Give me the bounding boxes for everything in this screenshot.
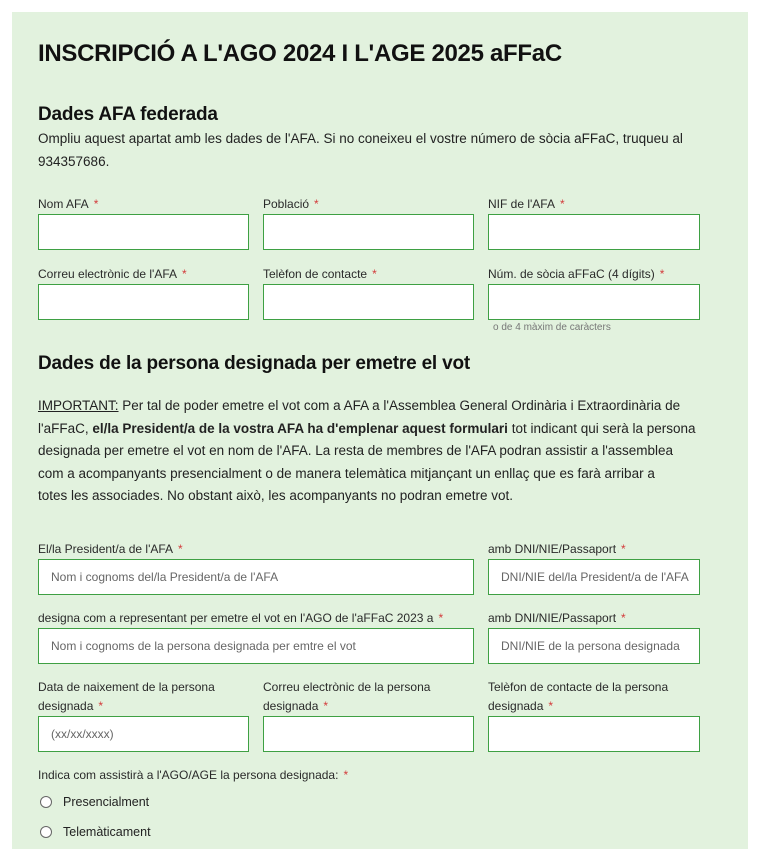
- designa-label: designa com a representant per emetre el vot en l'AGO de l'aFFaC 2023 a *: [38, 611, 444, 625]
- designada-dni-label: amb DNI/NIE/Passaport *: [488, 611, 626, 625]
- section-heading-persona: Dades de la persona designada per emetre el vot: [38, 353, 470, 374]
- designa-input[interactable]: Nom i cognoms de la persona designada per emtre el vot: [38, 628, 474, 664]
- num-socia-label: Núm. de sòcia aFFaC (4 dígits) *: [488, 267, 665, 281]
- president-dni-label: amb DNI/NIE/Passaport *: [488, 542, 626, 556]
- poblacio-input[interactable]: [263, 214, 474, 250]
- radio-presencialment[interactable]: [40, 795, 149, 809]
- assist-label: Indica com assistirà a l'AGO/AGE la persona designada: *: [38, 768, 349, 782]
- naixement-label: Data de naixement de la persona designada *: [38, 680, 215, 713]
- radio-circle-icon[interactable]: [40, 826, 52, 838]
- president-dni-input[interactable]: DNI/NIE del/la President/a de l'AFA: [488, 559, 700, 595]
- section-intro-line1: Ompliu aquest apartat amb les dades de l'AFA. Si no coneixeu el vostre número de sòcia aFFaC, truqueu al: [38, 131, 683, 146]
- correu-afa-label: Correu electrònic de l'AFA *: [38, 267, 187, 281]
- nom-afa-input[interactable]: [38, 214, 249, 250]
- radio-presencialment-label: Presencialment: [63, 795, 150, 809]
- num-socia-hint: o de 4 màxim de caràcters: [493, 322, 611, 333]
- important-label: IMPORTANT:: [38, 398, 119, 413]
- president-label: El/la President/a de l'AFA *: [38, 542, 183, 556]
- section-intro-line2: 934357686.: [38, 153, 110, 169]
- poblacio-label: Població *: [263, 197, 319, 211]
- nif-label: NIF de l'AFA *: [488, 197, 565, 211]
- correu-designada-input[interactable]: [263, 716, 474, 752]
- correu-afa-input[interactable]: [38, 284, 249, 320]
- nif-input[interactable]: [488, 214, 700, 250]
- telefon-designada-input[interactable]: [488, 716, 700, 752]
- nom-afa-label: Nom AFA *: [38, 197, 99, 211]
- radio-circle-icon[interactable]: [40, 796, 52, 808]
- telefon-designada-label: Telèfon de contacte de la persona designada *: [488, 680, 669, 713]
- designada-dni-input[interactable]: DNI/NIE de la persona designada: [488, 628, 700, 664]
- naixement-input[interactable]: (xx/xx/xxxx): [38, 716, 249, 752]
- form-title: INSCRIPCIÓ A L'AGO 2024 I L'AGE 2025 aFFaC: [38, 40, 562, 67]
- radio-telematicament-label: Telemàticament: [63, 825, 151, 839]
- important-notice: IMPORTANT: Per tal de poder emetre el vot com a AFA a l'Assemblea General Ordinària i Extraordinària de l'aFFaC, el/la President/a de la vostra AFA ha d'emplenar aquest formulari tot indicant qui serà la persona designada per emetre el vot en nom de l'AFA. La resta de membres de l'AFA podran assistir a l'assemblea com a acompanyants presencialment o de manera telemàtica mitjançant un enllaç que es farà arribar a totes les associades. No obstant això, les acompanyants no podran emetre vot.: [38, 398, 696, 503]
- important-emphasis: el/la President/a de la vostra AFA ha d'emplenar aquest formulari: [92, 420, 508, 436]
- telefon-input[interactable]: [263, 284, 474, 320]
- correu-designada-label: Correu electrònic de la persona designada *: [263, 680, 431, 713]
- radio-telematicament[interactable]: [40, 825, 151, 839]
- president-input[interactable]: Nom i cognoms del/la President/a de l'AFA: [38, 559, 474, 595]
- section-intro: [38, 128, 683, 173]
- section-heading-afa: Dades AFA federada: [38, 104, 218, 125]
- telefon-label: Telèfon de contacte *: [263, 267, 377, 281]
- num-socia-input[interactable]: [488, 284, 700, 320]
